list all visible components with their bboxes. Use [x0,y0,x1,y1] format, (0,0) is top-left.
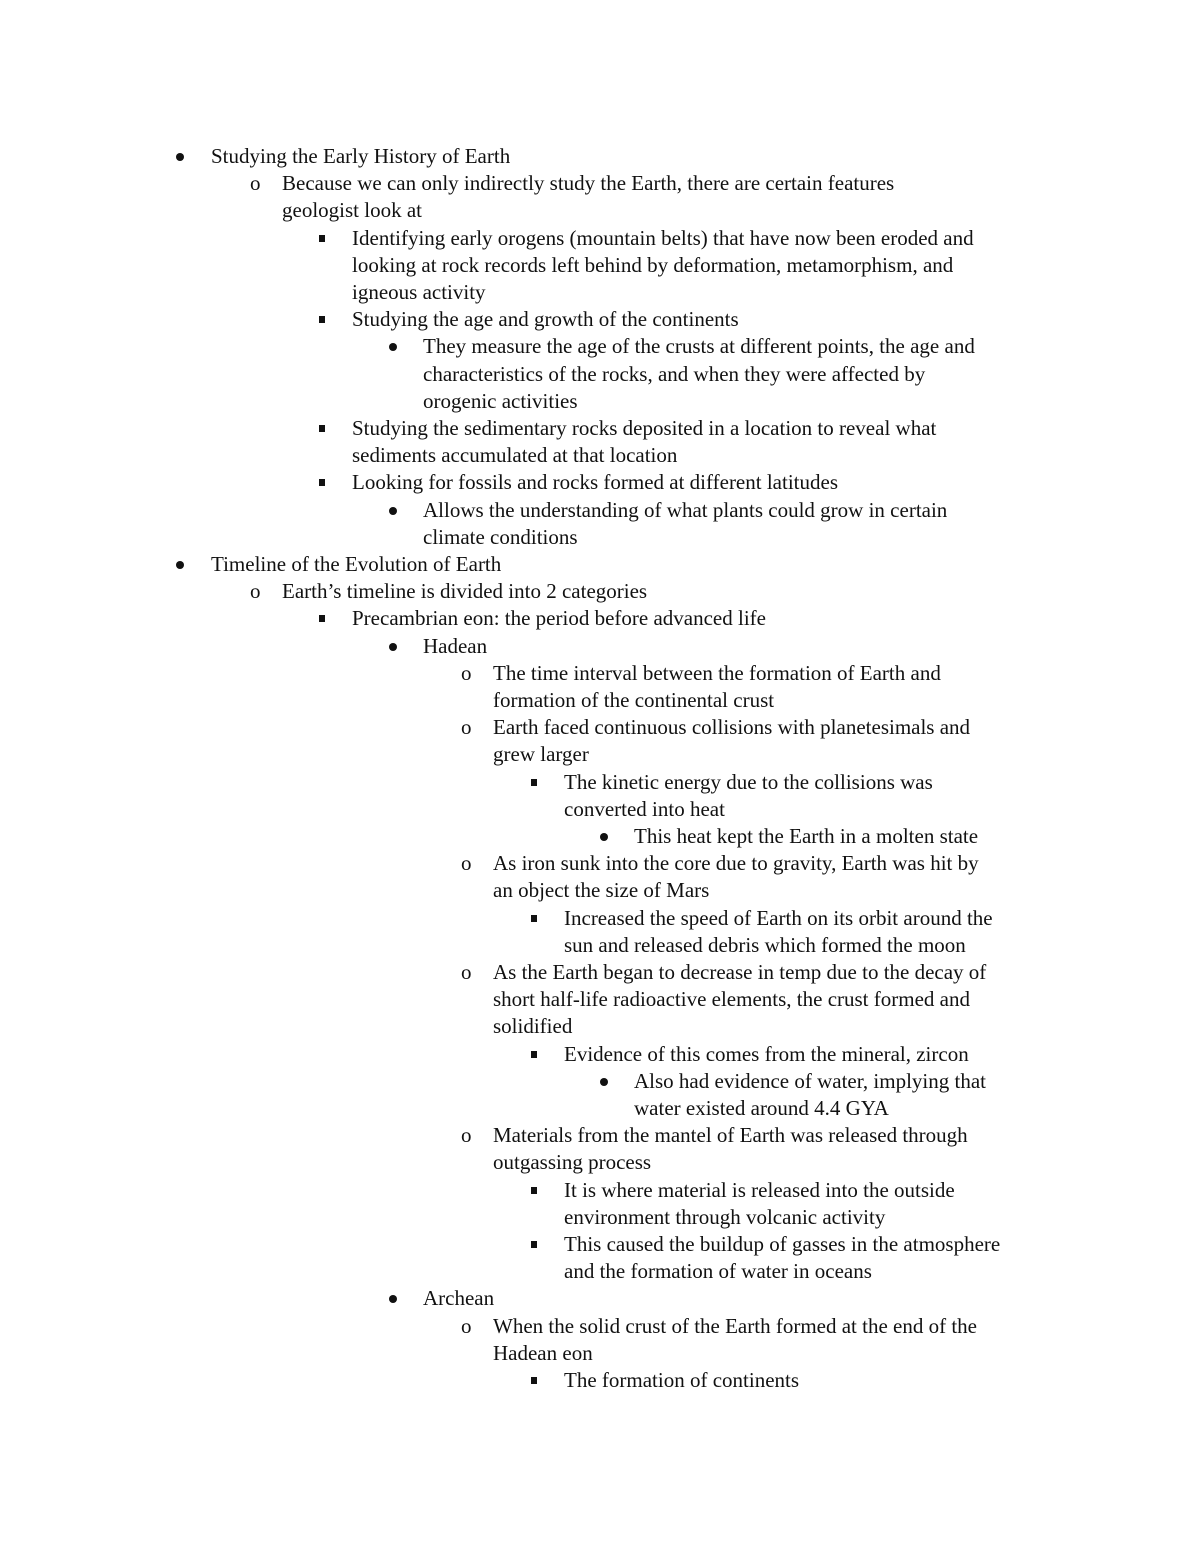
list-item-line: Evidence of this comes from the mineral, zircon [564,1041,969,1066]
bullet-square-icon [531,779,537,786]
bullet-square-icon [319,615,325,622]
bullet-square-icon [531,1241,537,1248]
list-item-line: Studying the Early History of Earth [211,144,511,168]
bullet-dot-icon [176,561,184,569]
bullet-circle-icon: o [250,171,261,196]
list-item-line: When the solid crust of the Earth formed at the end of the [493,1313,978,1338]
list-item-line: solidified [493,1014,573,1039]
bullet-square-icon [319,425,325,432]
list-item-line: Increased the speed of Earth on its orbit around the [564,905,993,930]
bullet-square-icon [319,235,325,242]
bullet-dot-icon [389,507,397,515]
list-item-line: Studying the age and growth of the continents [352,307,739,332]
list-item-line: grew larger [493,742,589,767]
list-item-line: Precambrian eon: the period before advanced life [352,606,766,631]
list-item-line: and the formation of water in oceans [564,1259,872,1284]
bullet-dot-icon [389,1295,397,1303]
list-item-line: formation of the continental crust [493,688,775,712]
bullet-dot-icon [600,833,608,841]
bullet-circle-icon: o [250,579,261,604]
list-item-line: Identifying early orogens (mountain belts) that have now been eroded and [352,225,974,250]
bullet-circle-icon: o [461,1123,472,1148]
list-item-line: converted into heat [564,796,725,821]
bullet-circle-icon: o [461,960,472,984]
bullet-dot-icon [389,343,397,351]
list-item-line: Looking for fossils and rocks formed at different latitudes [352,470,838,495]
bullet-circle-icon: o [461,851,472,876]
bullet-dot-icon [176,153,184,161]
list-item-line: Earth’s timeline is divided into 2 categories [282,579,648,604]
list-item-line: Because we can only indirectly study the Earth, there are certain features [282,171,895,196]
list-item-line: They measure the age of the crusts at different points, the age and [423,334,975,359]
list-item-line: The formation of continents [564,1368,800,1392]
bullet-square-icon [319,479,325,486]
list-item-line: Earth faced continuous collisions with planetesimals and [493,715,971,740]
list-item-line: looking at rock records left behind by deformation, metamorphism, and [352,252,954,277]
bullet-square-icon [319,316,325,323]
list-item-line: Also had evidence of water, implying that [634,1068,986,1093]
list-item-line: Allows the understanding of what plants could grow in certain [423,497,948,522]
list-item-line: environment through volcanic activity [564,1204,886,1229]
list-item-line: Studying the sedimentary rocks deposited in a location to reveal what [352,416,937,440]
list-item-line: As iron sunk into the core due to gravity, Earth was hit by [493,851,979,876]
list-item-line: short half-life radioactive elements, the crust formed and [493,987,970,1012]
list-item-line: sediments accumulated at that location [352,443,678,468]
list-item-line: geologist look at [282,198,422,223]
list-item-line: As the Earth began to decrease in temp due to the decay of [493,960,987,984]
bullet-dot-icon [389,643,397,651]
list-item-line: outgassing process [493,1150,652,1175]
list-item-line: sun and released debris which formed the moon [564,932,966,957]
bullet-circle-icon: o [461,715,472,740]
list-item-line: Hadean eon [493,1340,593,1365]
list-item-line: The kinetic energy due to the collisions was [564,769,933,794]
bullet-square-icon [531,1187,537,1194]
list-item-line: This heat kept the Earth in a molten state [634,824,979,848]
list-item-line: The time interval between the formation of Earth and [493,660,941,685]
list-item-line: orogenic activities [423,388,578,413]
list-item-line: climate conditions [423,524,578,549]
list-item-line: water existed around 4.4 GYA [634,1096,889,1120]
bullet-square-icon [531,1377,537,1384]
bullet-circle-icon: o [461,1313,472,1338]
list-item-line: Archean [423,1286,495,1311]
bullet-dot-icon [600,1078,608,1086]
list-item-line: Materials from the mantel of Earth was released through [493,1123,968,1148]
bullet-circle-icon: o [461,660,472,685]
list-item-line: igneous activity [352,280,486,304]
list-item-line: It is where material is released into the outside [564,1177,955,1202]
list-item-line: Timeline of the Evolution of Earth [211,552,502,576]
list-item-line: This caused the buildup of gasses in the atmosphere [564,1232,1001,1256]
list-item-line: Hadean [423,633,488,658]
bullet-square-icon [531,915,537,922]
bullet-square-icon [531,1051,537,1058]
list-item-line: an object the size of Mars [493,878,710,903]
list-item-line: characteristics of the rocks, and when they were affected by [423,361,926,386]
